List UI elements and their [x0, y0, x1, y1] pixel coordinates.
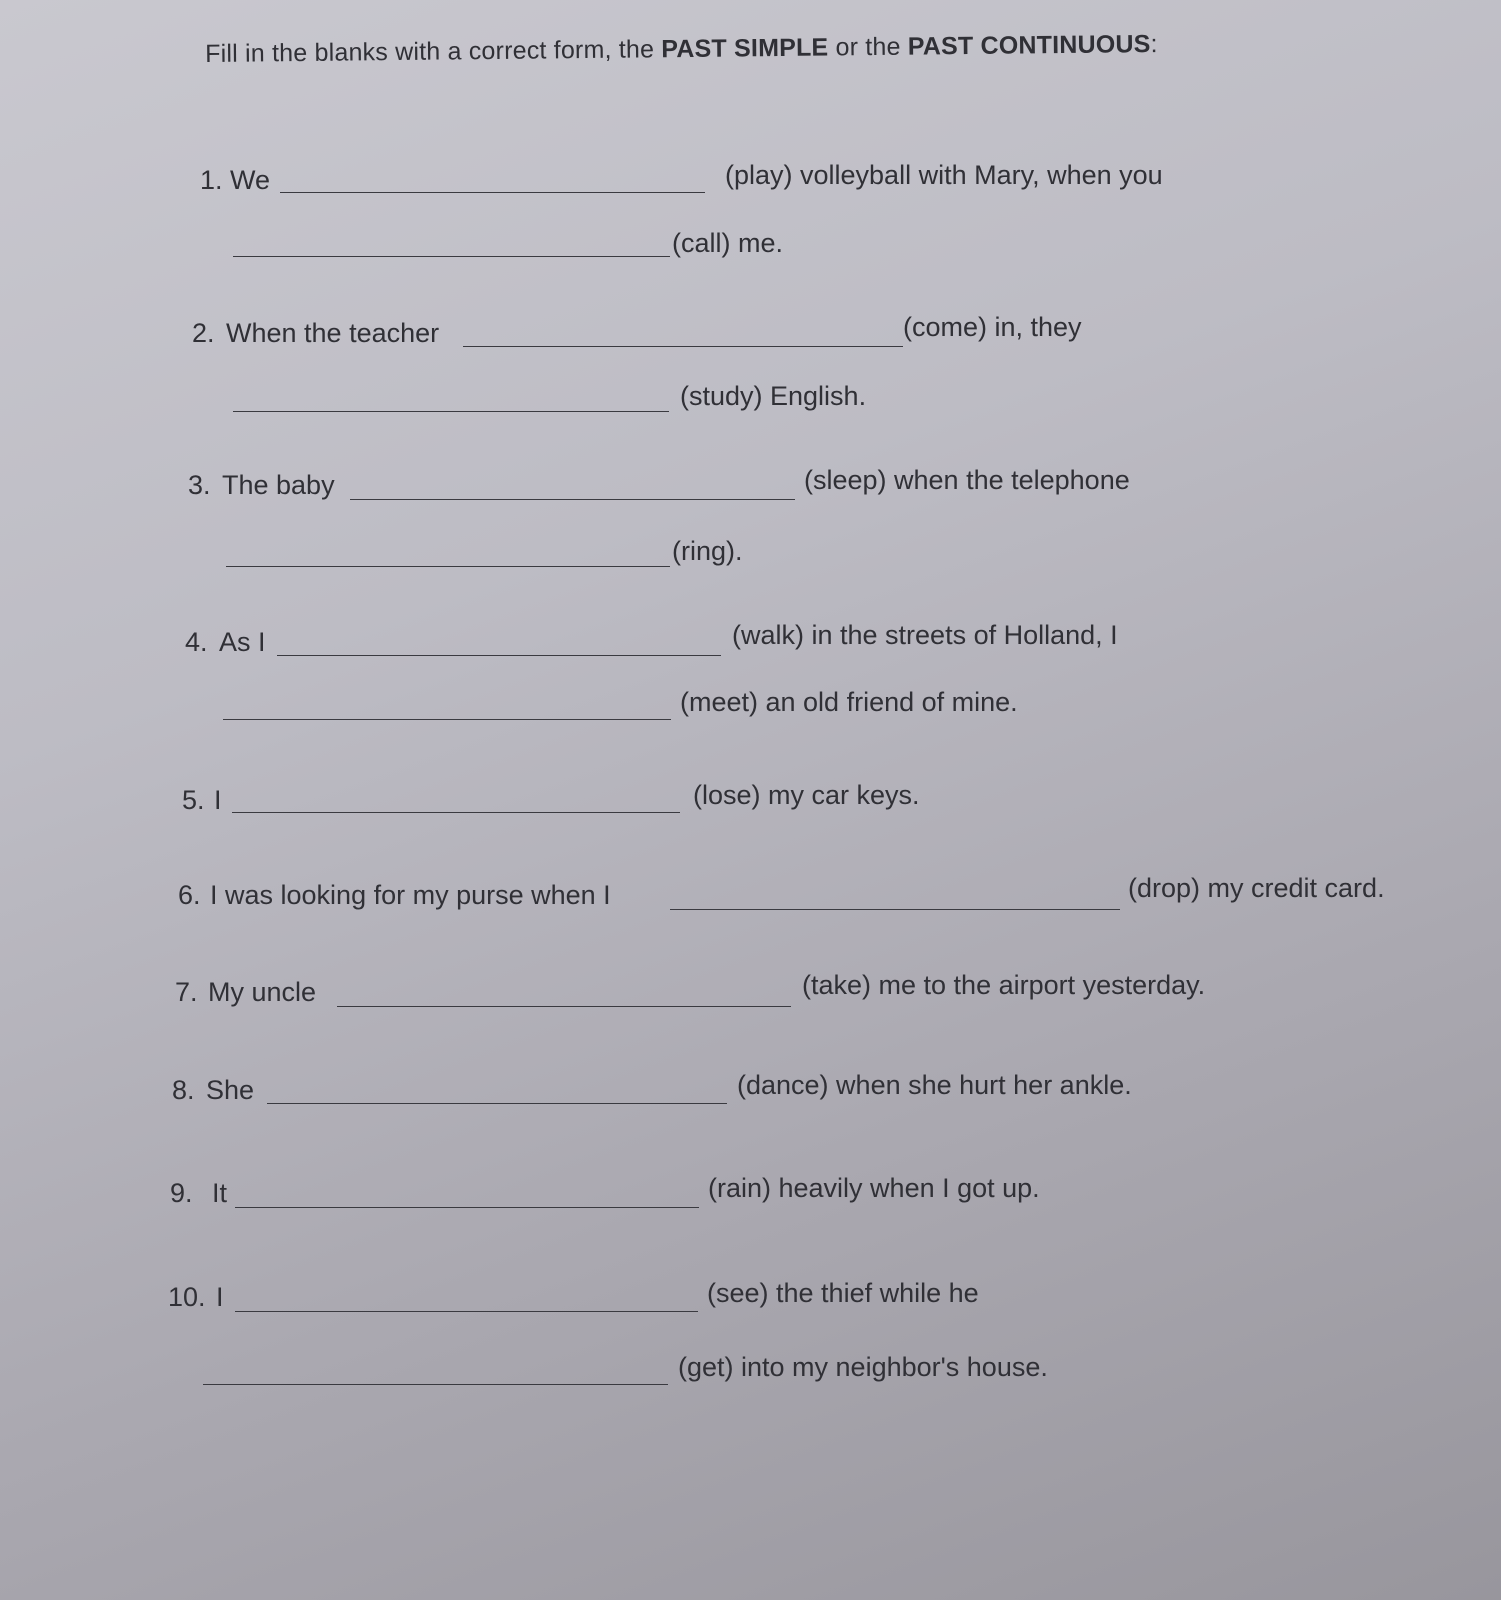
item-5-text-b: (lose) my car keys. [693, 780, 920, 810]
item-4-number: 4. [185, 627, 208, 657]
item-4-text-a: As I [219, 627, 266, 657]
item-5-number: 5. [182, 785, 205, 815]
instructions-text-start: Fill in the blanks with a correct form, the [205, 35, 662, 68]
item-3-number: 3. [188, 470, 211, 500]
item-9-text-a: It [212, 1178, 228, 1208]
item-5-blank-1[interactable] [232, 812, 680, 813]
item-3-blank-1[interactable] [350, 499, 795, 500]
item-6-text-b: (drop) my credit card. [1128, 873, 1385, 903]
item-1-text-a: We [230, 165, 271, 195]
item-8-blank-1[interactable] [267, 1103, 727, 1104]
item-3-text-b: (sleep) when the telephone [804, 465, 1130, 495]
item-2-blank-1[interactable] [463, 346, 903, 347]
item-7-text-b: (take) me to the airport yesterday. [802, 970, 1206, 1000]
item-10-text-b: (see) the thief while he [707, 1278, 979, 1308]
item-10-blank-2[interactable] [203, 1384, 668, 1385]
worksheet-instructions [205, 30, 1158, 69]
item-7-blank-1[interactable] [337, 1006, 791, 1007]
item-3-text-a: The baby [222, 470, 335, 500]
item-10-text-c: (get) into my neighbor's house. [678, 1352, 1048, 1382]
item-8-text-b: (dance) when she hurt her ankle. [737, 1070, 1132, 1100]
item-4-text-c: (meet) an old friend of mine. [680, 687, 1018, 717]
item-2-text-b: (come) in, they [903, 312, 1082, 342]
instructions-past-continuous: PAST CONTINUOUS [907, 30, 1151, 61]
item-6-text-a: I was looking for my purse when I [210, 880, 611, 910]
instructions-past-simple: PAST SIMPLE [661, 33, 829, 64]
item-8-text-a: She [206, 1075, 255, 1105]
item-10-blank-1[interactable] [235, 1311, 698, 1312]
item-1-text-b: (play) volleyball with Mary, when you [725, 160, 1163, 190]
item-7-text-a: My uncle [208, 977, 317, 1007]
item-9-text-b: (rain) heavily when I got up. [708, 1173, 1040, 1203]
item-10-number: 10. [168, 1282, 206, 1312]
item-2-number: 2. [192, 318, 215, 348]
item-3-text-c: (ring). [672, 536, 743, 566]
item-3-blank-2[interactable] [226, 566, 670, 567]
item-2-text-a: When the teacher [226, 318, 440, 348]
item-4-text-b: (walk) in the streets of Holland, I [732, 620, 1118, 650]
item-4-blank-2[interactable] [223, 719, 671, 720]
item-7-number: 7. [175, 977, 198, 1007]
item-1-blank-2[interactable] [233, 256, 670, 257]
instructions-text-mid: or the [828, 32, 908, 62]
item-1-blank-1[interactable] [280, 192, 705, 193]
item-6-blank-1[interactable] [670, 909, 1120, 910]
item-4-blank-1[interactable] [277, 655, 721, 656]
item-5-text-a: I [214, 785, 222, 815]
item-9-blank-1[interactable] [235, 1207, 699, 1208]
item-1-number: 1. [200, 165, 223, 195]
item-1-text-c: (call) me. [672, 228, 784, 258]
item-2-blank-2[interactable] [233, 411, 669, 412]
item-2-text-c: (study) English. [680, 381, 867, 411]
item-8-number: 8. [172, 1075, 195, 1105]
item-6-number: 6. [178, 880, 201, 910]
instructions-text-end: : [1150, 30, 1158, 59]
item-9-number: 9. [170, 1178, 193, 1208]
item-10-text-a: I [216, 1282, 224, 1312]
